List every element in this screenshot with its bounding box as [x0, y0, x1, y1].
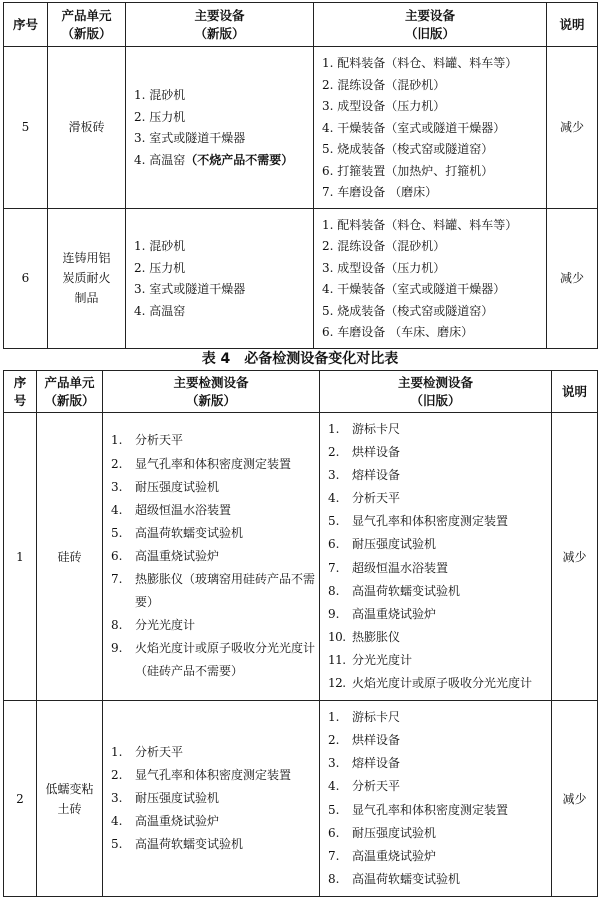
list-item: 2. 压力机: [134, 260, 186, 275]
row-note: 减少: [552, 701, 598, 897]
list-item: 3. 熔样设备: [328, 756, 401, 771]
list-item: 1. 分析天平: [111, 744, 184, 759]
col-header-old-testing-equipment: 主要检测设备 （旧版）: [320, 371, 552, 413]
list-item: 7. 超级恒温水浴装置: [328, 560, 449, 575]
list-item: 1. 游标卡尺: [328, 710, 401, 725]
list-item: 3. 室式或隧道干燥器: [134, 282, 246, 296]
list-item: 1. 配料装备（料仓、料罐、料车等）: [322, 217, 518, 232]
list-item: 7. 高温重烧试验炉: [328, 848, 437, 863]
list-item: 4. 高温窑: [134, 303, 186, 318]
list-item: 3. 成型设备（压力机）: [322, 99, 446, 113]
col-header-new-testing-equipment: 主要检测设备 （新版）: [103, 371, 320, 413]
testing-equipment-comparison-table: [3, 370, 598, 897]
list-item: 4. 干燥装备（室式或隧道干燥器）: [322, 120, 506, 135]
list-item: 4. 分析天平: [328, 779, 401, 794]
list-item: 5. 烧成装备（梭式窑或隧道窑）: [322, 142, 494, 156]
list-item: 6. 耐压强度试验机: [328, 825, 437, 840]
row-seq: 2: [4, 701, 37, 897]
row-old-equipment: [314, 208, 547, 348]
row-new-equipment: [126, 47, 314, 209]
col-header-seq: 序 号: [4, 371, 37, 413]
table-row: [4, 47, 598, 209]
exception-note: （不烧产品不需要）: [185, 152, 294, 167]
list-item: 1. 混砂机: [134, 88, 186, 103]
list-item: 1. 混砂机: [134, 239, 186, 253]
list-item: 2. 烘样设备: [328, 733, 401, 748]
col-header-unit: 产品单元 （新版）: [37, 371, 103, 413]
row-unit: 硅砖: [37, 413, 103, 701]
equipment-comparison-table-continued: [3, 2, 598, 349]
row-unit: 滑板砖: [48, 47, 126, 209]
list-item: 2. 烘样设备: [328, 445, 401, 460]
list-item: 1. 分析天平: [111, 433, 184, 448]
row-note: 减少: [552, 413, 598, 701]
table-row: [4, 701, 598, 897]
row-seq: 6: [4, 208, 48, 348]
table-row: [4, 208, 598, 348]
list-item: 7. 车磨设备 （磨床）: [322, 185, 438, 199]
list-item: 7. 热膨胀仪（玻璃窑用硅砖产品不需要）: [111, 572, 316, 610]
list-item: 4. 高温重烧试验炉: [111, 814, 220, 829]
row-seq: 5: [4, 47, 48, 209]
list-item: 3. 成型设备（压力机）: [322, 260, 446, 275]
col-header-note: 说明: [552, 371, 598, 413]
list-item: 4. 超级恒温水浴装置: [111, 502, 232, 517]
list-item: 5. 烧成装备（梭式窑或隧道窑）: [322, 303, 494, 318]
list-item: 2. 混练设备（混砂机）: [322, 239, 446, 253]
col-header-new-equipment: 主要设备 （新版）: [126, 3, 314, 47]
row-note: 减少: [547, 208, 598, 348]
list-item: 2. 显气孔率和体积密度测定装置: [111, 767, 292, 782]
list-item: 6. 高温重烧试验炉: [111, 548, 220, 563]
row-unit: 连铸用铝 炭质耐火 制品: [48, 208, 126, 348]
list-item: 10. 热膨胀仪: [328, 629, 401, 644]
table-row: [4, 413, 598, 701]
list-item: 8. 分光光度计: [111, 618, 196, 633]
col-header-unit: 产品单元 （新版）: [48, 3, 126, 47]
list-item: 3. 熔样设备: [328, 468, 401, 483]
list-item: 1. 配料装备（料仓、料罐、料车等）: [322, 56, 518, 70]
list-item: 2. 显气孔率和体积密度测定装置: [111, 456, 292, 471]
list-item: 6. 耐压强度试验机: [328, 537, 437, 552]
col-header-note: 说明: [547, 3, 598, 47]
table-header-row: [4, 371, 598, 413]
list-item: 3. 耐压强度试验机: [111, 790, 220, 805]
row-new-equipment: [126, 208, 314, 348]
list-item: 5. 显气孔率和体积密度测定装置: [328, 514, 509, 529]
row-old-equipment: [314, 47, 547, 209]
list-item: 5. 显气孔率和体积密度测定装置: [328, 802, 509, 817]
list-item: 11. 分光光度计: [328, 652, 413, 667]
list-item: 5. 高温荷软蠕变试验机: [111, 525, 244, 540]
row-seq: 1: [4, 413, 37, 701]
col-header-seq: 序号: [4, 3, 48, 47]
list-item: 6. 车磨设备 （车床、磨床）: [322, 325, 474, 339]
list-item: 2. 压力机: [134, 109, 186, 124]
row-new-testing-equipment: [103, 701, 320, 897]
list-item: 9. 高温重烧试验炉: [328, 606, 437, 621]
list-item: 8. 高温荷软蠕变试验机: [328, 871, 461, 886]
row-old-testing-equipment: [320, 413, 552, 701]
list-item: 4. 高温窑（不烧产品不需要）: [134, 152, 294, 167]
list-item: 3. 耐压强度试验机: [111, 479, 220, 494]
list-item: 1. 游标卡尺: [328, 421, 401, 436]
list-item: 3. 室式或隧道干燥器: [134, 131, 246, 146]
list-item: 5. 高温荷软蠕变试验机: [111, 837, 244, 852]
list-item: 6. 打箍装置（加热炉、打箍机）: [322, 163, 494, 178]
list-item: 9. 火焰光度计或原子吸收分光光度计（硅砖产品不需要）: [111, 641, 316, 679]
list-item: 12. 火焰光度计或原子吸收分光光度计: [328, 675, 533, 690]
row-old-testing-equipment: [320, 701, 552, 897]
list-item: 4. 分析天平: [328, 491, 401, 506]
row-unit: 低蠕变粘 土砖: [37, 701, 103, 897]
row-note: 减少: [547, 47, 598, 209]
col-header-old-equipment: 主要设备 （旧版）: [314, 3, 547, 47]
list-item: 2. 混练设备（混砂机）: [322, 77, 446, 92]
list-item: 4. 干燥装备（室式或隧道干燥器）: [322, 282, 506, 296]
list-item: 8. 高温荷软蠕变试验机: [328, 583, 461, 598]
table-caption: 表 4 必备检测设备变化对比表: [201, 351, 399, 367]
table-header-row: [4, 3, 598, 47]
row-new-testing-equipment: [103, 413, 320, 701]
